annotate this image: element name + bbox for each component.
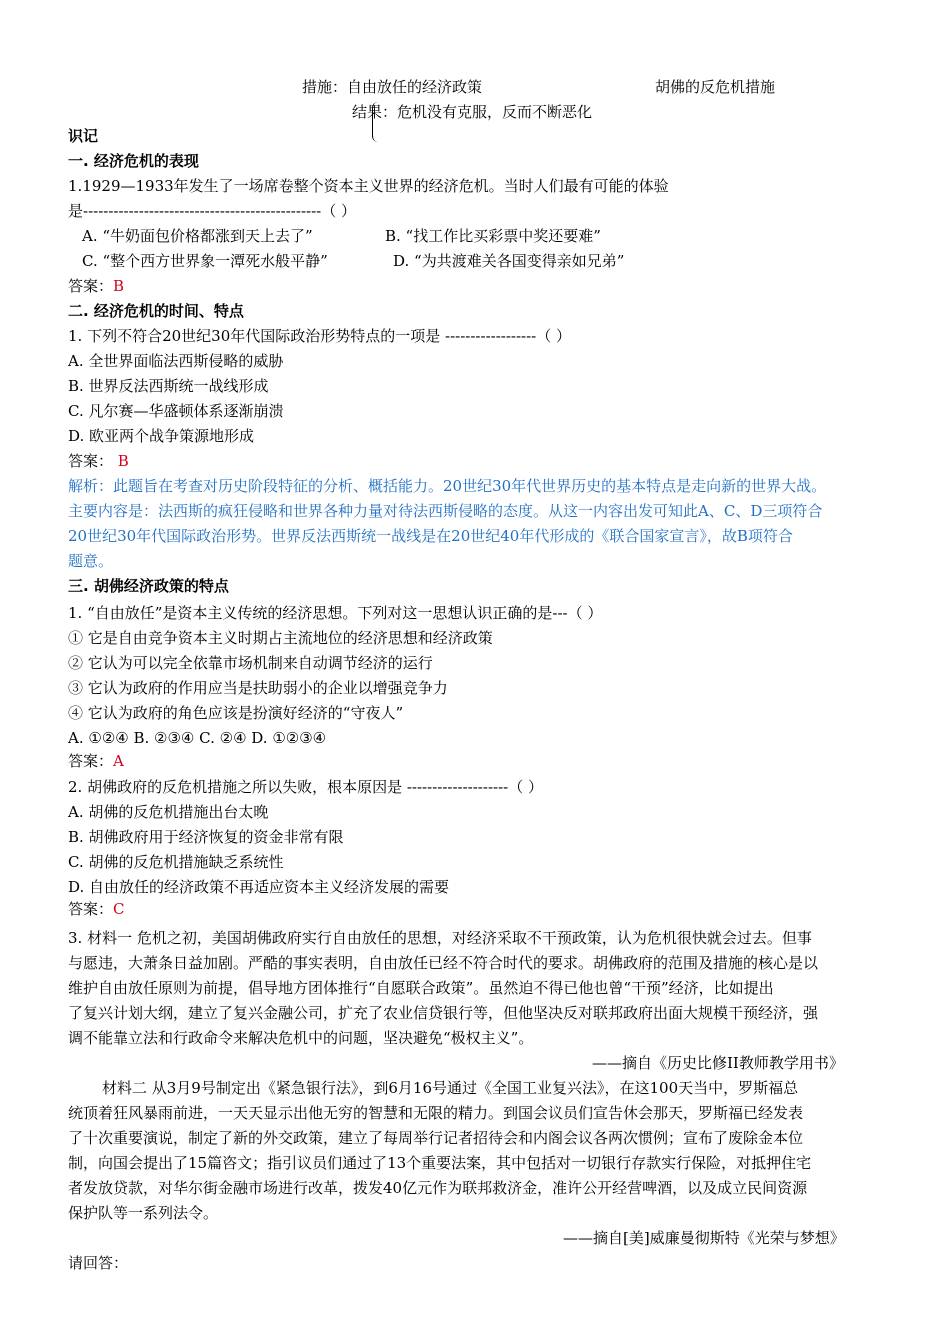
material2-line1: 材料二 从3月9号制定出《紧急银行法》，到6月16号通过《全国工业复兴法》，在这100天当中，罗斯福总 — [102, 1079, 799, 1097]
s3-q1-answer-label: 答案： — [68, 752, 114, 770]
s3-q2-answer-value: C — [113, 900, 125, 918]
hoover-measures-title: 胡佛的反危机措施 — [655, 78, 776, 96]
s1-answer — [68, 275, 124, 297]
s3-q2: 2. 胡佛政府的反危机措施之所以失败，根本原因是 --------------------（ ） — [68, 778, 543, 796]
s1-option-d: D. “为共渡难关各国变得亲如兄弟” — [393, 252, 625, 270]
s3-q1-item2: ② 它认为可以完全依靠市场机制来自动调节经济的运行 — [68, 654, 433, 672]
section1-heading: 一. 经济危机的表现 — [68, 152, 199, 170]
material2-line2: 统顶着狂风暴雨前进，一天天显示出他无穷的智慧和无限的精力。到国会议员们宣告休会那天，罗斯福已经发表 — [68, 1104, 804, 1122]
material2-line4: 制，向国会提出了15篇咨文；指引议员们通过了13个重要法案，其中包括对一切银行存款实行保险，对抵押住宅 — [68, 1154, 812, 1172]
s1-answer-value: B — [113, 277, 125, 295]
s3-q1: 1. “自由放任”是资本主义传统的经济思想。下列对这一思想认识正确的是---（ ） — [68, 604, 603, 622]
measures-text: 措施：自由放任的经济政策 — [302, 78, 483, 96]
s3-q1-answer-value: A — [113, 752, 124, 770]
s1-option-c: C. “整个西方世界象一潭死水般平静” — [82, 252, 328, 270]
s2-question: 1. 下列不符合20世纪30年代国际政治形势特点的一项是 ------------------（ ） — [68, 327, 572, 345]
material1-line3: 维护自由放任原则为前提，倡导地方团体推行“自愿联合政策”。虽然迫不得已他也曾“干预”经济，比如提出 — [68, 979, 774, 997]
please-answer: 请回答： — [68, 1254, 129, 1272]
s3-q2-answer — [68, 898, 125, 920]
s3-q2-option-d: D. 自由放任的经济政策不再适应资本主义经济发展的需要 — [68, 878, 450, 896]
s2-explanation-line4: 题意。 — [68, 552, 114, 570]
s2-answer-value: B — [117, 452, 129, 470]
s2-explanation-line1: 解析：此题旨在考查对历史阶段特征的分析、概括能力。20世纪30年代世界历史的基本特点是走向新的世界大战。 — [68, 477, 827, 495]
s2-option-b: B. 世界反法西斯统一战线形成 — [68, 377, 269, 395]
result-text: 结果：危机没有克服，反而不断恶化 — [352, 103, 593, 121]
s2-option-a: A. 全世界面临法西斯侵略的威胁 — [68, 352, 284, 370]
s3-q2-option-c: C. 胡佛的反危机措施缺乏系统性 — [68, 853, 284, 871]
s1-question-line2: 是-----------------------------------------------（ ） — [68, 202, 356, 220]
s2-answer — [68, 450, 129, 472]
s3-q1-item1: ① 它是自由竞争资本主义时期占主流地位的经济思想和经济政策 — [68, 629, 493, 647]
s3-q1-item3: ③ 它认为政府的作用应当是扶助弱小的企业以增强竞争力 — [68, 679, 448, 697]
s1-question-line1: 1.1929—1933年发生了一场席卷整个资本主义世界的经济危机。当时人们最有可能的体验 — [68, 177, 669, 195]
material1-line4: 了复兴计划大纲，建立了复兴金融公司，扩充了农业信贷银行等，但他坚决反对联邦政府出面大规模干预经济，强 — [68, 1004, 819, 1022]
material1-line1: 3. 材料一 危机之初，美国胡佛政府实行自由放任的思想，对经济采取不干预政策，认为危机很快就会过去。但事 — [68, 929, 812, 947]
s3-q2-answer-label: 答案： — [68, 900, 114, 918]
material2-line5: 者发放贷款，对华尔街金融市场进行改革，拨发40亿元作为联邦救济金，准许公开经营啤酒，以及成立民间资源 — [68, 1179, 808, 1197]
material2-line6: 保护队等一系列法令。 — [68, 1204, 219, 1222]
material1-line5: 调不能靠立法和行政命令来解决危机中的问题，坚决避免“极权主义”。 — [68, 1029, 534, 1047]
material2-line3: 了十次重要演说，制定了新的外交政策，建立了每周举行记者招待会和内阁会议各两次惯例；宣布了废除金本位 — [68, 1129, 804, 1147]
s3-q1-answer — [68, 750, 124, 772]
section2-heading: 二. 经济危机的时间、特点 — [68, 302, 244, 320]
s2-answer-label: 答案： — [68, 452, 114, 470]
s2-explanation-line3: 20世纪30年代国际政治形势。世界反法西斯统一战线是在20世纪40年代形成的《联合国家宣言》，故B项符合 — [68, 527, 793, 545]
material2-source: ——摘自[美]威廉曼彻斯特《光荣与梦想》 — [563, 1229, 845, 1247]
material1-line2: 与愿违，大萧条日益加剧。严酷的事实表明，自由放任已经不符合时代的要求。胡佛政府的范围及措施的核心是以 — [68, 954, 819, 972]
material1-source: ——摘自《历史比修II教师教学用书》 — [592, 1054, 844, 1072]
s3-q2-option-a: A. 胡佛的反危机措施出台太晚 — [68, 803, 269, 821]
section3-heading: 三. 胡佛经济政策的特点 — [68, 577, 229, 595]
s3-q1-choices: A. ①②④ B. ②③④ C. ②④ D. ①②③④ — [68, 729, 327, 747]
s3-q2-option-b: B. 胡佛政府用于经济恢复的资金非常有限 — [68, 828, 344, 846]
s2-explanation-line2: 主要内容是：法西斯的疯狂侵略和世界各种力量对待法西斯侵略的态度。从这一内容出发可知此A、C、D三项符合 — [68, 502, 823, 520]
s2-option-d: D. 欧亚两个战争策源地形成 — [68, 427, 255, 445]
s1-option-a: A. “牛奶面包价格都涨到天上去了” — [82, 227, 313, 245]
s1-option-b: B. “找工作比买彩票中奖还要难” — [385, 227, 601, 245]
s3-q1-item4: ④ 它认为政府的角色应该是扮演好经济的“守夜人” — [68, 704, 404, 722]
s2-option-c: C. 凡尔赛—华盛顿体系逐渐崩溃 — [68, 402, 284, 420]
s1-answer-label: 答案： — [68, 277, 114, 295]
memorize-label: 识记 — [68, 127, 99, 145]
